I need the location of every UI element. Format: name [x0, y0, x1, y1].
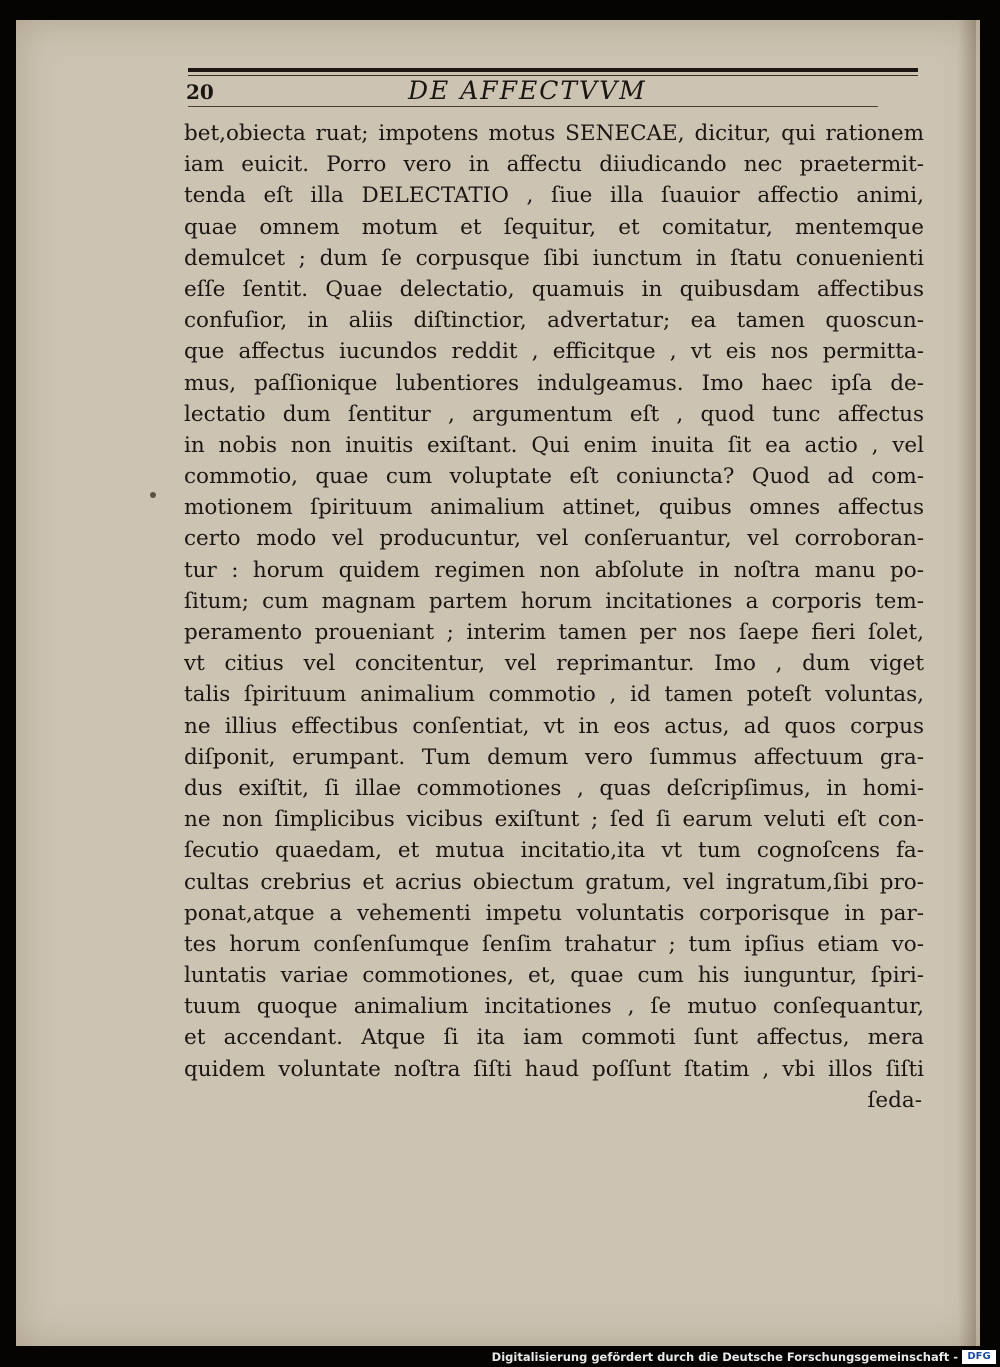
text-line: certo modo vel producuntur, vel conſeruantur, vel corroboran-: [184, 526, 924, 552]
text-line: dus exiſtit, ſi illae commotiones , quas deſcripſimus, in homi-: [184, 775, 924, 801]
text-line: ſitum; cum magnam partem horum incitationes a corporis tem-: [184, 588, 924, 614]
catchword: ſeda-: [867, 1087, 922, 1113]
text-line: ne non ſimplicibus vicibus exiſtunt ; ſed ſi earum veluti eſt con-: [184, 807, 924, 833]
text-line: commotio, quae cum voluptate eſt coniuncta? Quod ad com-: [184, 464, 924, 490]
paper-speck: [150, 492, 156, 498]
page-number: 20: [186, 80, 214, 104]
running-head: DE AFFECTVVM: [408, 76, 647, 105]
text-line: cultas crebrius et acrius obiectum gratum, vel ingratum,ſibi pro-: [184, 869, 924, 895]
header-underline: [188, 106, 878, 107]
text-line: ſecutio quaedam, et mutua incitatio,ita vt tum cognoſcens fa-: [184, 838, 924, 864]
funding-note: Digitalisierung gefördert durch die Deutsche Forschungsgemeinschaft -: [491, 1350, 958, 1364]
dfg-logo[interactable]: DFG: [962, 1350, 996, 1364]
text-line: mus, paſſionique lubentiores indulgeamus. Imo haec ipſa de-: [184, 370, 924, 396]
text-line: vt citius vel concitentur, vel reprimantur. Imo , dum viget: [184, 651, 924, 677]
text-line: tur : horum quidem regimen non abſolute in noſtra manu po-: [184, 557, 924, 583]
text-line: lectatio dum ſentitur , argumentum eſt , quod tunc affectus: [184, 401, 924, 427]
text-line: talis ſpirituum animalium commotio , id tamen poteſt voluntas,: [184, 682, 924, 708]
text-line: ne illius effectibus conſentiat, vt in eos actus, ad quos corpus: [184, 713, 924, 739]
text-line: eſſe ſentit. Quae delectatio, quamuis in quibusdam affectibus: [184, 276, 924, 302]
text-line: tes horum conſenſumque ſenſim trahatur ; tum ipſius etiam vo-: [184, 931, 924, 957]
text-line: tenda eſt illa DELECTATIO , ſiue illa ſuauior affectio animi,: [184, 183, 924, 209]
text-line: et accendant. Atque ſi ita iam commoti ſunt affectus, mera: [184, 1025, 924, 1051]
text-line: bet,obiecta ruat; impotens motus SENECAE, dicitur, qui rationem: [184, 121, 924, 146]
text-line: confuſior, in aliis diſtinctior, advertatur; ea tamen quoscun-: [184, 308, 924, 334]
text-line: diſponit, erumpant. Tum demum vero ſummus affectuum gra-: [184, 744, 924, 770]
text-line: in nobis non inuitis exiſtant. Qui enim inuita ſit ea actio , vel: [184, 432, 924, 458]
text-line: tuum quoque animalium incitationes , ſe mutuo conſequantur,: [184, 994, 924, 1020]
page-edge-shadow: [958, 20, 976, 1346]
text-line: motionem ſpirituum animalium attinet, quibus omnes affectus: [184, 495, 924, 521]
text-line: peramento proueniant ; interim tamen per nos ſaepe fieri ſolet,: [184, 620, 924, 645]
text-line: quidem voluntate noſtra ſiſti haud poſſunt ſtatim , vbi illos ſiſti: [184, 1056, 924, 1082]
text-line: quae omnem motum et ſequitur, et comitatur, mentemque: [184, 214, 924, 240]
text-line: demulcet ; dum ſe corpusque ſibi iunctum in ſtatu conuenienti: [184, 245, 924, 271]
text-line: ponat,atque a vehementi impetu voluntatis corporisque in par-: [184, 900, 924, 926]
text-line: que affectus iucundos reddit , efficitque , vt eis nos permitta-: [184, 339, 924, 365]
header-rule-thick: [188, 68, 918, 72]
text-line: iam euicit. Porro vero in affectu diiudicando nec praetermit-: [184, 152, 924, 178]
body-text: [184, 118, 924, 1116]
text-line: luntatis variae commotiones, et, quae cum his iunguntur, ſpiri-: [184, 963, 924, 989]
